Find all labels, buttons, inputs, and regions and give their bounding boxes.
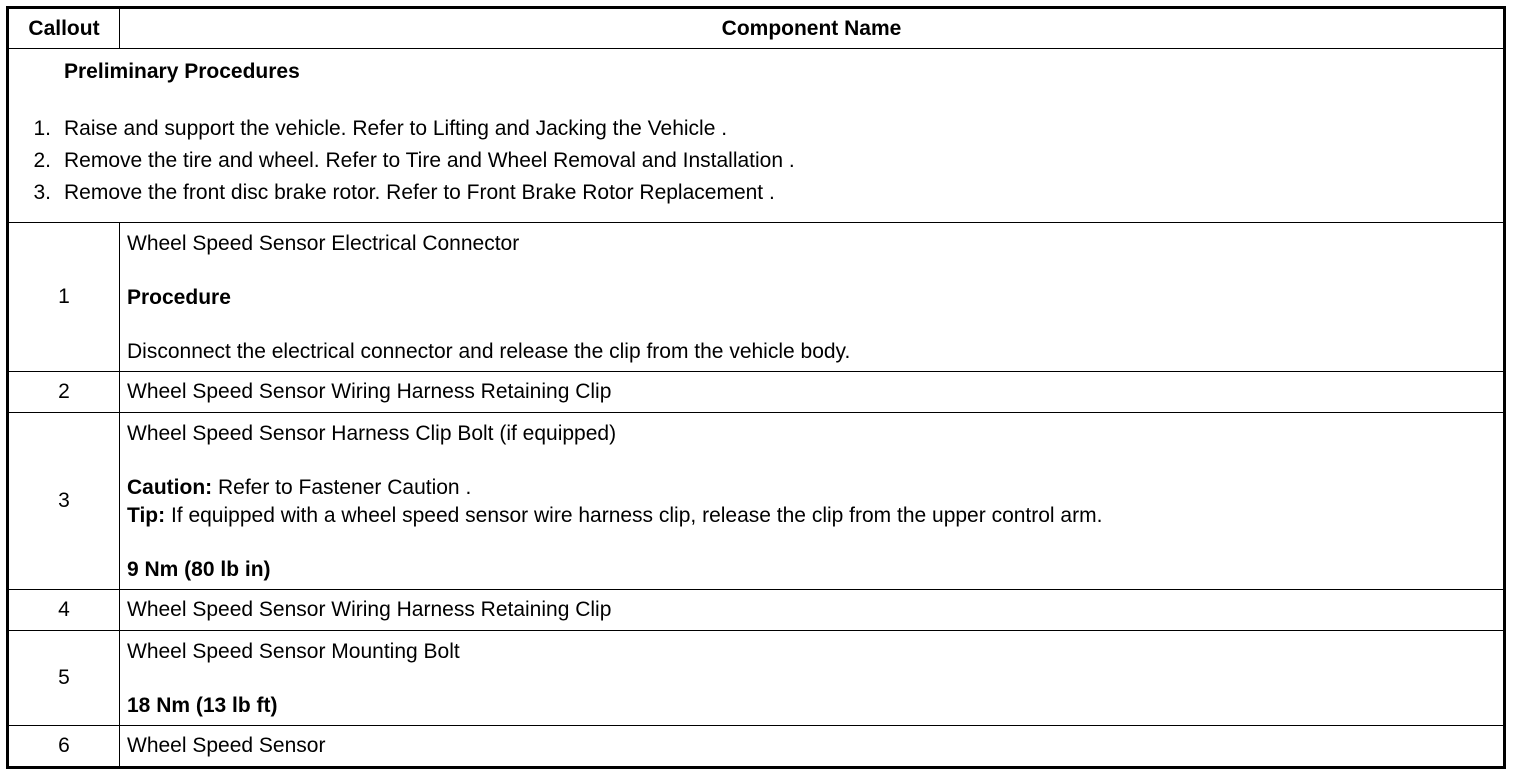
component-name: Wheel Speed Sensor Electrical Connector [127, 232, 520, 255]
step-number: 1. [33, 117, 51, 140]
caution-label: Caution: [127, 476, 213, 499]
procedure-label: Procedure [127, 286, 231, 309]
preliminary-step [9, 145, 1503, 177]
torque-spec: 9 Nm (80 lb in) [127, 558, 271, 581]
callout-cell: 3 [8, 413, 120, 590]
table-row [8, 372, 1505, 413]
tip-line [127, 502, 1503, 530]
step-text: Raise and support the vehicle. Refer to Lifting and Jacking the Vehicle . [64, 117, 728, 140]
preliminary-title: Preliminary Procedures [64, 60, 300, 83]
tip-text: If equipped with a wheel speed sensor wire harness clip, release the clip from the upper control arm. [165, 504, 1103, 527]
torque-spec: 18 Nm (13 lb ft) [127, 694, 278, 717]
tip-label: Tip: [127, 504, 166, 527]
caution-line [127, 474, 1503, 502]
table-row [8, 726, 1505, 768]
caution-text: Refer to Fastener Caution . [212, 476, 472, 499]
table-row [8, 590, 1505, 631]
preliminary-row [8, 49, 1505, 223]
table-row [8, 413, 1505, 590]
table-row [8, 223, 1505, 372]
component-table [6, 6, 1506, 769]
component-name: Wheel Speed Sensor Wiring Harness Retaining Clip [120, 372, 1505, 413]
component-name: Wheel Speed Sensor Wiring Harness Retaining Clip [120, 590, 1505, 631]
callout-cell: 6 [8, 726, 120, 768]
component-name-header: Component Name [120, 8, 1505, 49]
header-row [8, 8, 1505, 49]
component-name: Wheel Speed Sensor [120, 726, 1505, 768]
callout-cell: 2 [8, 372, 120, 413]
callout-cell: 1 [8, 223, 120, 372]
step-number: 3. [33, 181, 51, 204]
component-cell [120, 413, 1505, 590]
component-name: Wheel Speed Sensor Mounting Bolt [127, 640, 460, 663]
callout-header: Callout [8, 8, 120, 49]
preliminary-step [9, 177, 1503, 209]
step-text: Remove the front disc brake rotor. Refer to Front Brake Rotor Replacement . [64, 181, 775, 204]
preliminary-step [9, 113, 1503, 145]
component-cell [120, 631, 1505, 726]
component-cell [120, 223, 1505, 372]
procedure-text: Disconnect the electrical connector and release the clip from the vehicle body. [127, 340, 851, 363]
step-text: Remove the tire and wheel. Refer to Tire and Wheel Removal and Installation . [64, 149, 795, 172]
component-name: Wheel Speed Sensor Harness Clip Bolt (if equipped) [127, 422, 617, 445]
callout-cell: 5 [8, 631, 120, 726]
preliminary-steps [9, 113, 1503, 209]
callout-cell: 4 [8, 590, 120, 631]
step-number: 2. [33, 149, 51, 172]
preliminary-cell [8, 49, 1505, 223]
table-row [8, 631, 1505, 726]
